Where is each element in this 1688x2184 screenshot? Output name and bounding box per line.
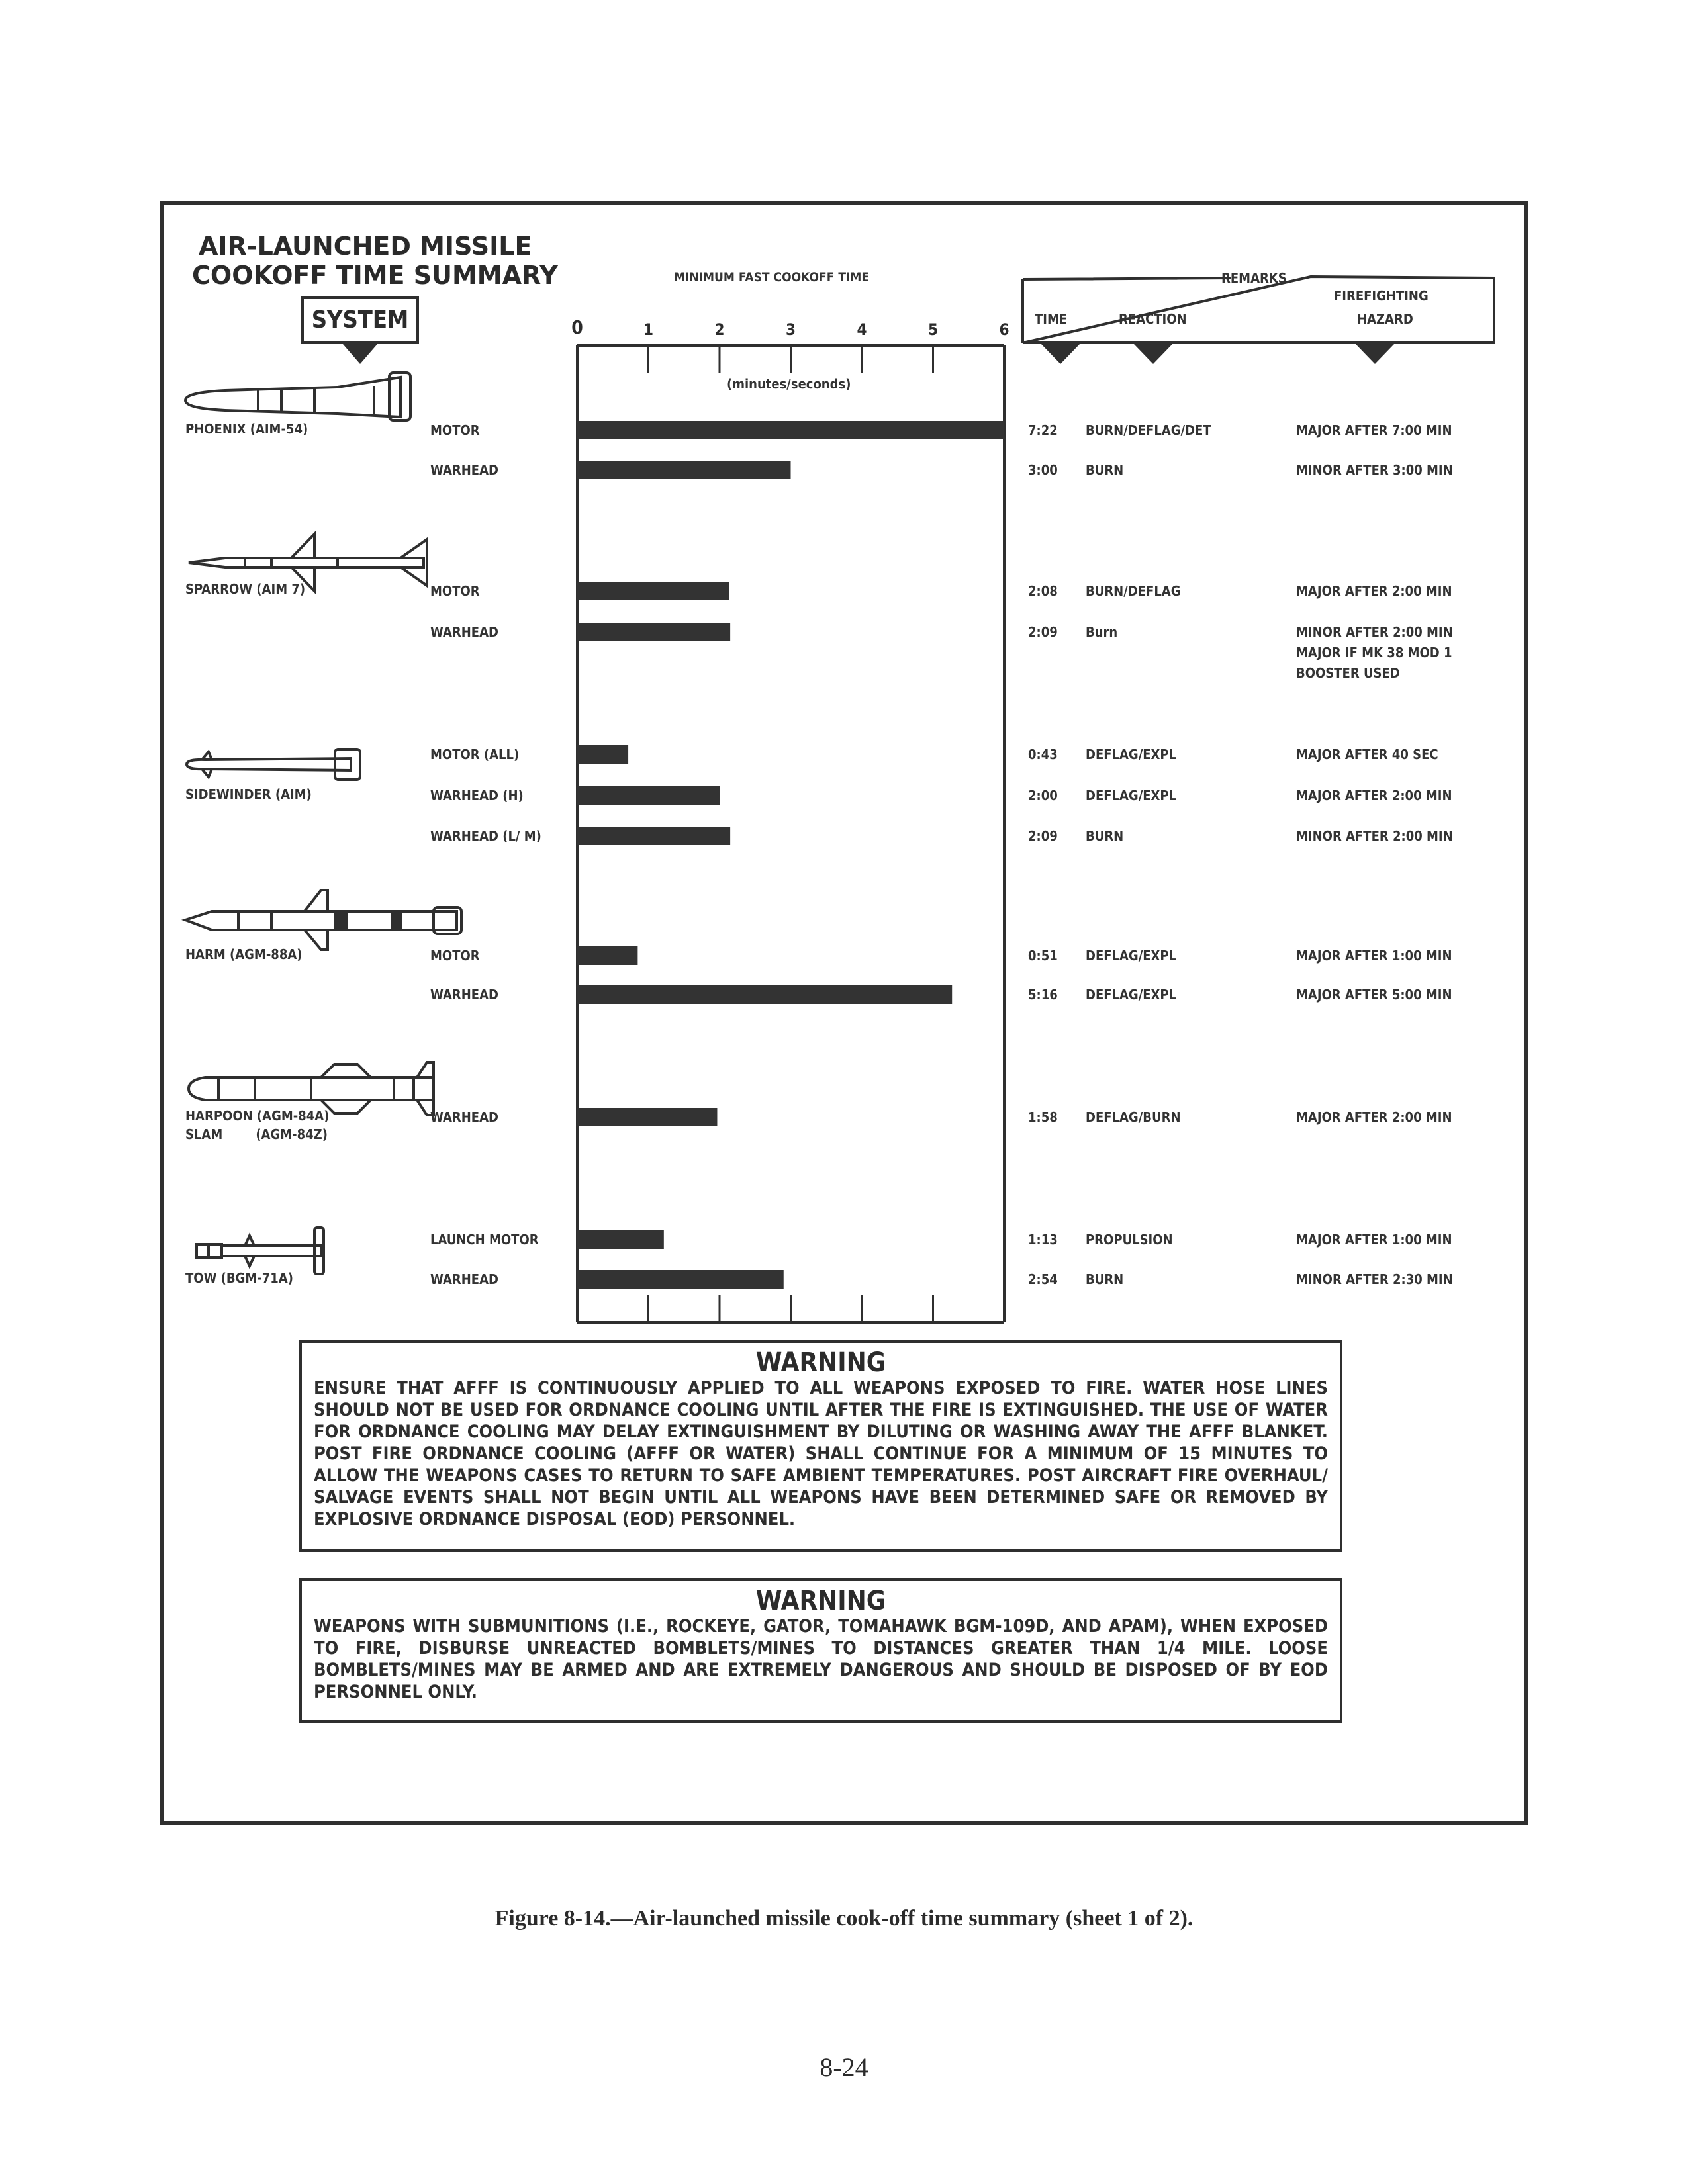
remark-reaction: Burn bbox=[1086, 624, 1118, 640]
remark-reaction: DEFLAG/EXPL bbox=[1086, 948, 1177, 964]
bar-tow-warhead bbox=[577, 1270, 784, 1289]
remark-hazard: MAJOR AFTER 2:00 MIN bbox=[1296, 788, 1452, 803]
remark-reaction: BURN bbox=[1086, 462, 1124, 478]
remark-hazard: MAJOR AFTER 1:00 MIN bbox=[1296, 1232, 1452, 1248]
remarks-title: REMARKS bbox=[1221, 270, 1287, 286]
page-number: 8-24 bbox=[820, 2052, 868, 2082]
bar-sidewinder-warhead-h bbox=[577, 786, 720, 805]
bar-sidewinder-motor-all bbox=[577, 745, 628, 764]
phoenix-missile-icon bbox=[172, 361, 450, 427]
warning-title: WARNING bbox=[755, 1586, 886, 1616]
remark-hazard: MAJOR AFTER 40 SEC bbox=[1296, 747, 1438, 762]
figure-title-line-1: AIR-LAUNCHED MISSILE bbox=[199, 232, 532, 261]
x-tick-label: 3 bbox=[785, 320, 796, 339]
x-tick-label: 2 bbox=[714, 320, 725, 339]
remark-time: 0:43 bbox=[1028, 747, 1058, 762]
remark-time: 3:00 bbox=[1028, 462, 1058, 478]
system-name: HARM (AGM-88A) bbox=[185, 946, 303, 962]
harm-band-2 bbox=[391, 910, 402, 931]
remark-time: 5:16 bbox=[1028, 987, 1058, 1003]
remarks-col-hazard-line2: HAZARD bbox=[1357, 311, 1413, 327]
remarks-col-time: TIME bbox=[1035, 311, 1068, 327]
remark-hazard: MAJOR AFTER 1:00 MIN bbox=[1296, 948, 1452, 964]
system-name: SPARROW (AIM 7) bbox=[185, 581, 306, 597]
remark-time: 2:54 bbox=[1028, 1271, 1058, 1287]
component-label: MOTOR bbox=[430, 948, 480, 964]
remark-reaction: BURN bbox=[1086, 1271, 1124, 1287]
component-label: WARHEAD bbox=[430, 624, 498, 640]
system-name: PHOENIX (AIM-54) bbox=[185, 421, 308, 437]
system-name-line-2: SLAM (AGM-84Z) bbox=[185, 1126, 328, 1142]
system-name: TOW (BGM-71A) bbox=[185, 1270, 293, 1286]
bar-tow-launch-motor bbox=[577, 1230, 664, 1249]
system-name: SIDEWINDER (AIM) bbox=[185, 786, 312, 802]
remarks-col-hazard-line1: FIREFIGHTING bbox=[1334, 288, 1429, 304]
harm-missile-icon bbox=[172, 884, 477, 956]
bar-phoenix-motor bbox=[577, 421, 1004, 439]
x-tick-label: 1 bbox=[643, 320, 654, 339]
bar-sidewinder-warhead-l-m bbox=[577, 827, 730, 845]
component-label: WARHEAD bbox=[430, 1109, 498, 1125]
remark-time: 2:00 bbox=[1028, 788, 1058, 803]
remark-reaction: BURN bbox=[1086, 828, 1124, 844]
remark-hazard: MINOR AFTER 3:00 MIN bbox=[1296, 462, 1453, 478]
remark-reaction: BURN/DEFLAG/DET bbox=[1086, 422, 1211, 438]
component-label: MOTOR bbox=[430, 583, 480, 599]
component-label: WARHEAD bbox=[430, 987, 498, 1003]
remark-reaction: DEFLAG/EXPL bbox=[1086, 788, 1177, 803]
warning-box-submunitions bbox=[299, 1578, 1342, 1723]
bar-sparrow-warhead bbox=[577, 623, 730, 641]
figure-caption: Figure 8-14.—Air-launched missile cook-off time summary (sheet 1 of 2). bbox=[494, 1906, 1194, 1931]
remark-reaction: DEFLAG/BURN bbox=[1086, 1109, 1181, 1125]
remark-time: 1:13 bbox=[1028, 1232, 1058, 1248]
remark-hazard: MINOR AFTER 2:00 MIN bbox=[1296, 828, 1453, 844]
system-label: SYSTEM bbox=[311, 306, 409, 334]
remark-time: 0:51 bbox=[1028, 948, 1058, 964]
bar-harpoon-warhead bbox=[577, 1108, 717, 1126]
bar-sparrow-motor bbox=[577, 582, 729, 600]
x-tick-label: 0 bbox=[571, 316, 583, 338]
remark-time: 2:09 bbox=[1028, 624, 1058, 640]
remark-time: 2:09 bbox=[1028, 828, 1058, 844]
component-label: WARHEAD bbox=[430, 1271, 498, 1287]
remark-reaction: BURN/DEFLAG bbox=[1086, 583, 1181, 599]
remark-hazard: MINOR AFTER 2:30 MIN bbox=[1296, 1271, 1453, 1287]
x-tick-label: 6 bbox=[999, 320, 1009, 339]
x-tick-label: 4 bbox=[857, 320, 867, 339]
remark-hazard: BOOSTER USED bbox=[1296, 665, 1400, 681]
system-name: HARPOON (AGM-84A) bbox=[185, 1108, 330, 1124]
remark-reaction: DEFLAG/EXPL bbox=[1086, 987, 1177, 1003]
remark-reaction: DEFLAG/EXPL bbox=[1086, 747, 1177, 762]
warning-box-afff bbox=[299, 1340, 1342, 1552]
chart-bars bbox=[577, 421, 1004, 1289]
remark-hazard: MINOR AFTER 2:00 MIN bbox=[1296, 624, 1453, 640]
x-axis-label: (minutes/seconds) bbox=[727, 376, 851, 392]
component-label: WARHEAD (H) bbox=[430, 788, 524, 803]
bar-harm-warhead bbox=[577, 985, 952, 1004]
remarks-col-reaction: REACTION bbox=[1119, 311, 1187, 327]
chart-title: MINIMUM FAST COOKOFF TIME bbox=[674, 270, 870, 285]
component-label: MOTOR (ALL) bbox=[430, 747, 520, 762]
component-label: MOTOR bbox=[430, 422, 480, 438]
remark-time: 2:08 bbox=[1028, 583, 1058, 599]
bar-phoenix-warhead bbox=[577, 461, 791, 479]
warning-title: WARNING bbox=[755, 1347, 886, 1378]
remark-time: 1:58 bbox=[1028, 1109, 1058, 1125]
component-label: LAUNCH MOTOR bbox=[430, 1232, 539, 1248]
warning-text: WEAPONS WITH SUBMUNITIONS (I.E., ROCKEYE, GATOR, TOMAHAWK BGM-109D, AND APAM), WHEN EXPOSED TO FIRE, DISBURSE UNREACTED BOMBLETS/MINES TO DISTANCES GREATER THAN 1/4 MILE. LOOSE BOMBLETS/MINES MAY BE ARMED AND ARE EXTREMELY DANGEROUS AND SHOULD BE DISPOSED OF BY EOD PERSONNEL ONLY. bbox=[314, 1616, 1328, 1702]
x-tick-label: 5 bbox=[927, 320, 939, 339]
harm-band-1 bbox=[334, 910, 348, 931]
component-label: WARHEAD bbox=[430, 462, 498, 478]
sidewinder-missile-icon bbox=[179, 741, 391, 788]
warning-text: ENSURE THAT AFFF IS CONTINUOUSLY APPLIED TO ALL WEAPONS EXPOSED TO FIRE. WATER HOSE LINES SHOULD NOT BE USED FOR ORDNANCE COOLING UNTIL AFTER THE FIRE IS EXTINGUISHED. THE USE OF WATER FOR ORDNANCE COOLING MAY DELAY EXTINGUISHMENT BY DILUTING OR WASHING AWAY THE AFFF BLANKET. POST FIRE ORDNANCE COOLING (AFFF OR WATER) SHALL CONTINUE FOR A MINIMUM OF 15 MINUTES TO ALLOW THE WEAPONS CASES TO RETURN TO SAFE AMBIENT TEMPERATURES. POST AIRCRAFT FIRE OVERHAUL/ SALVAGE EVENTS SHALL NOT BEGIN UNTIL ALL WEAPONS HAVE BEEN DETERMINED SAFE OR REMOVED BY EXPLOSIVE ORDNANCE DISPOSAL (EOD) PERSONNEL. bbox=[314, 1378, 1328, 1529]
remark-reaction: PROPULSION bbox=[1086, 1232, 1173, 1248]
remark-hazard: MAJOR AFTER 7:00 MIN bbox=[1296, 422, 1452, 438]
bar-harm-motor bbox=[577, 946, 637, 965]
remark-hazard: MAJOR AFTER 5:00 MIN bbox=[1296, 987, 1452, 1003]
remark-hazard: MAJOR AFTER 2:00 MIN bbox=[1296, 583, 1452, 599]
figure-title-line-2: COOKOFF TIME SUMMARY bbox=[192, 261, 558, 290]
component-label: WARHEAD (L/ M) bbox=[430, 828, 541, 844]
remark-hazard: MAJOR IF MK 38 MOD 1 bbox=[1296, 645, 1452, 660]
remark-hazard: MAJOR AFTER 2:00 MIN bbox=[1296, 1109, 1452, 1125]
remark-time: 7:22 bbox=[1028, 422, 1058, 438]
